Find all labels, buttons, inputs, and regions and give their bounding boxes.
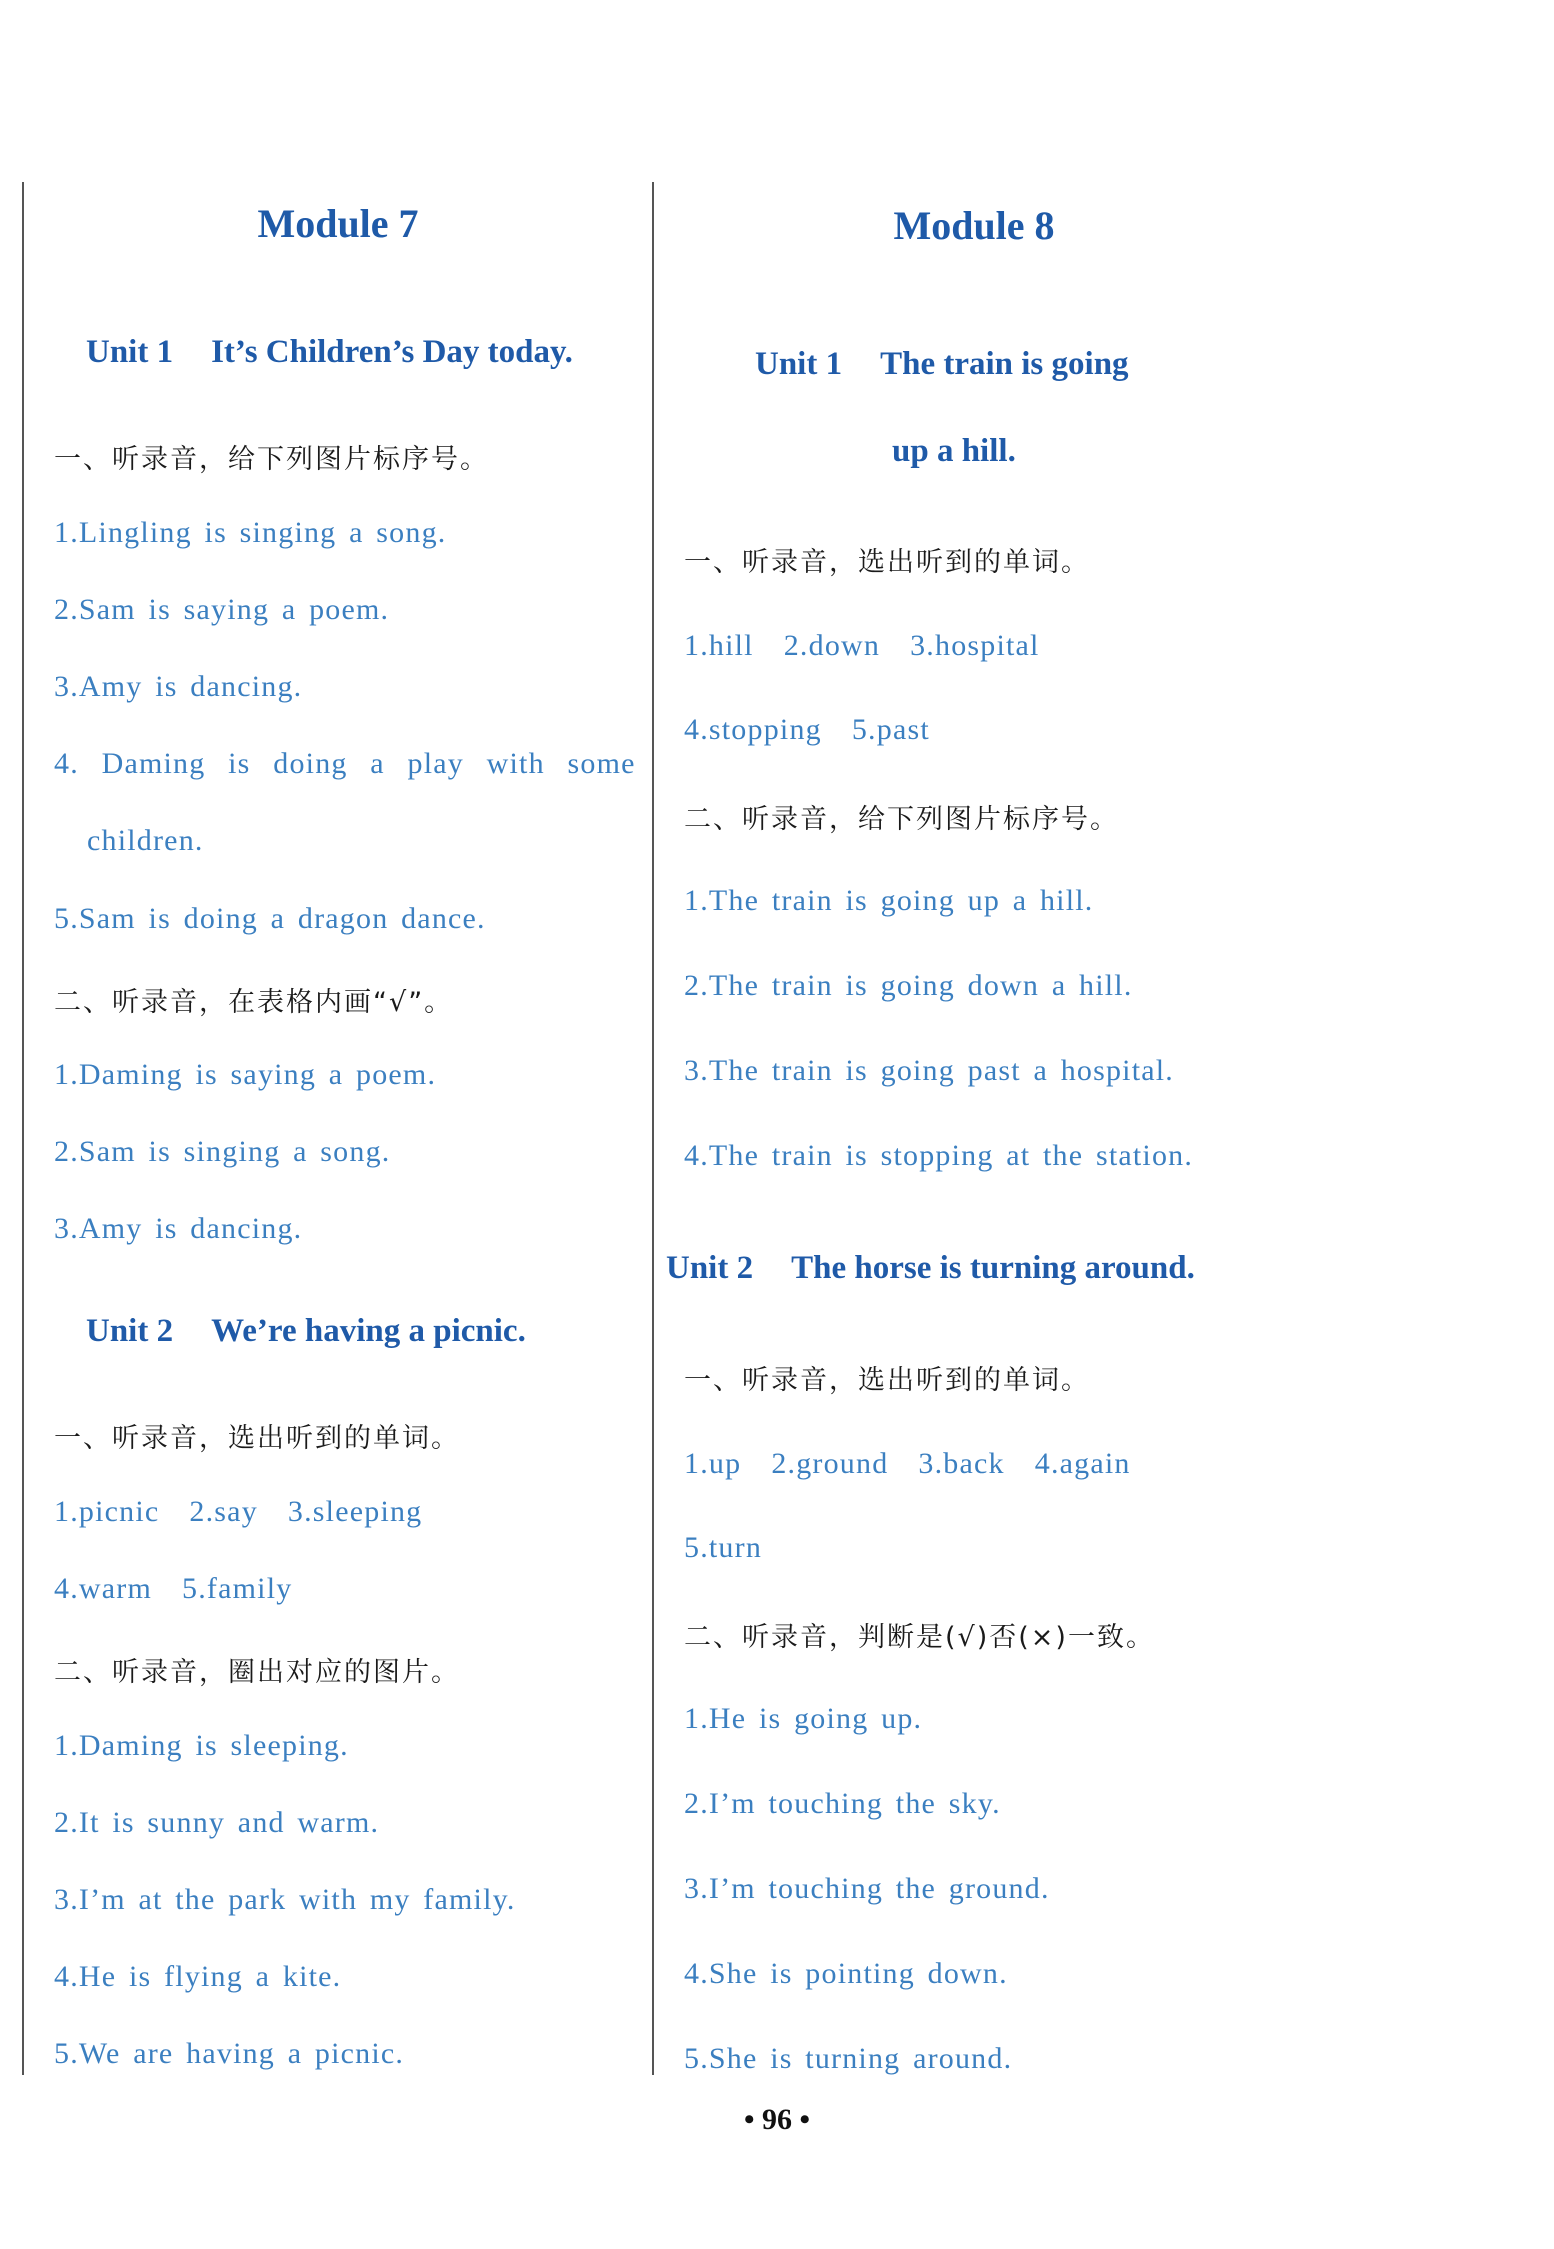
answer-line: 5.Sam is doing a dragon dance. (54, 902, 486, 935)
word-item: 2.down (783, 629, 881, 662)
section-heading: 二、听录音，给下列图片标序号。 (684, 804, 1119, 835)
answer-line: 1.He is going up. (684, 1702, 923, 1735)
answer-line: 5.She is turning around. (684, 2042, 1013, 2075)
unit-title: We’re having a picnic. (211, 1313, 526, 1349)
word-row (54, 1572, 292, 1606)
word-item: 4.warm (54, 1572, 153, 1605)
right-column (654, 0, 1294, 2249)
page-number: • 96 • (743, 2103, 810, 2136)
section-heading: 二、听录音，在表格内画“√”。 (54, 987, 454, 1018)
answer-line: 2.The train is going down a hill. (684, 969, 1133, 1002)
word-row (684, 629, 1040, 663)
section-heading: 一、听录音，选出听到的单词。 (684, 547, 1090, 578)
answer-line: 3.Amy is dancing. (54, 1212, 303, 1245)
answer-line: 1.Lingling is singing a song. (54, 516, 447, 549)
word-item: 5.turn (684, 1531, 763, 1564)
answer-line-continued: children. (87, 824, 204, 857)
word-item: 1.up (684, 1447, 742, 1480)
section-heading: 一、听录音，选出听到的单词。 (54, 1423, 460, 1454)
answer-line: 4.She is pointing down. (684, 1957, 1008, 1990)
answer-line: 1.Daming is saying a poem. (54, 1058, 437, 1091)
answer-line: 2.It is sunny and warm. (54, 1806, 380, 1839)
answer-line: 1.Daming is sleeping. (54, 1729, 349, 1762)
module-title: Module 7 (257, 201, 419, 246)
word-item: 2.ground (771, 1447, 889, 1480)
word-item: 4.stopping (684, 713, 822, 746)
word-item: 5.past (851, 713, 930, 746)
section-heading: 二、听录音，判断是(√)否(×)一致。 (684, 1622, 1155, 1653)
answer-line: 2.Sam is saying a poem. (54, 593, 390, 626)
answer-line: 2.I’m touching the sky. (684, 1787, 1001, 1820)
answer-line: 2.Sam is singing a song. (54, 1135, 391, 1168)
module-title: Module 8 (893, 203, 1055, 248)
word-item: 5.family (182, 1572, 293, 1605)
left-column (24, 0, 652, 2249)
unit-heading (755, 346, 1129, 383)
word-item: 2.say (189, 1495, 258, 1528)
word-item: 3.sleeping (287, 1495, 423, 1528)
unit-number: Unit 2 (666, 1250, 754, 1286)
answer-line: 4.He is flying a kite. (54, 1960, 342, 1993)
answer-line: 3.I’m at the park with my family. (54, 1883, 516, 1916)
answer-line: 4. Daming is doing a play with some (54, 747, 636, 780)
unit-number: Unit 1 (755, 346, 843, 382)
section-heading: 一、听录音，选出听到的单词。 (684, 1365, 1090, 1396)
section-heading: 二、听录音，圈出对应的图片。 (54, 1657, 460, 1688)
word-item: 1.picnic (54, 1495, 160, 1528)
unit-number: Unit 1 (86, 334, 174, 370)
word-row (684, 713, 930, 747)
word-row (684, 1447, 1131, 1481)
unit-title: The train is going (880, 346, 1129, 382)
unit-title-continued: up a hill. (892, 433, 1016, 469)
word-row (684, 1531, 762, 1565)
answer-line: 4.The train is stopping at the station. (684, 1139, 1194, 1172)
unit-heading (86, 334, 573, 371)
word-item: 1.hill (684, 629, 754, 662)
word-item: 3.back (918, 1447, 1005, 1480)
word-item: 4.again (1034, 1447, 1131, 1480)
unit-heading (86, 1313, 526, 1350)
unit-title: The horse is turning around. (791, 1250, 1195, 1286)
word-row (54, 1495, 422, 1529)
word-item: 3.hospital (910, 629, 1040, 662)
answer-line: 3.Amy is dancing. (54, 670, 303, 703)
unit-number: Unit 2 (86, 1313, 174, 1349)
answer-line: 1.The train is going up a hill. (684, 884, 1094, 917)
unit-title: It’s Children’s Day today. (211, 334, 573, 370)
answer-line: 5.We are having a picnic. (54, 2037, 405, 2070)
answer-line: 3.I’m touching the ground. (684, 1872, 1050, 1905)
answer-line: 3.The train is going past a hospital. (684, 1054, 1174, 1087)
unit-heading (666, 1250, 1195, 1287)
section-heading: 一、听录音，给下列图片标序号。 (54, 444, 489, 475)
